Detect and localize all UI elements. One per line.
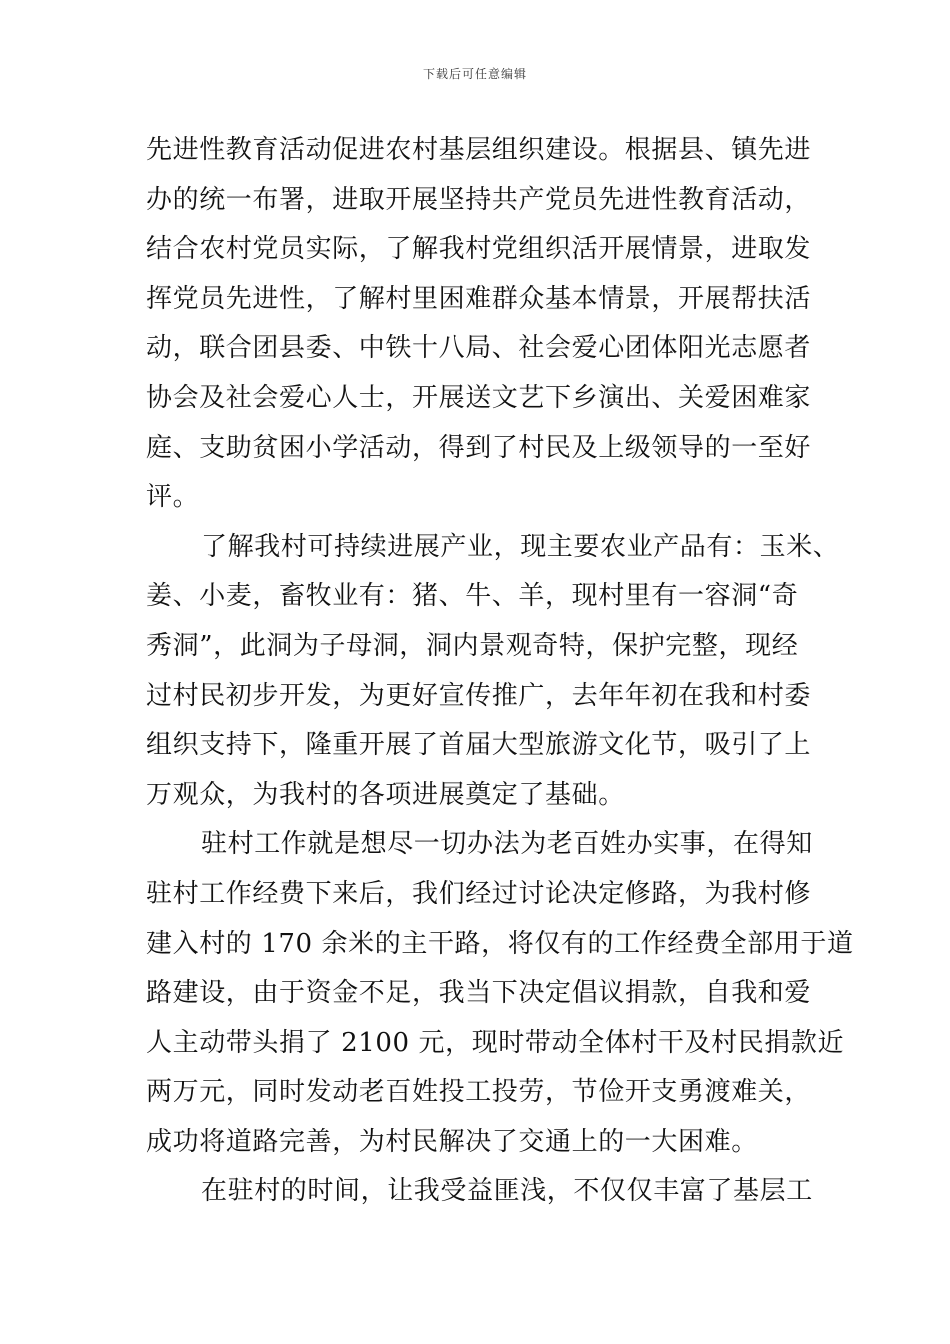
text-line: 秀洞”，此洞为子母洞，洞内景观奇特，保护完整，现经 bbox=[146, 630, 799, 661]
text-line: 两万元，同时发动老百姓投工投劳，节俭开支勇渡难关， bbox=[146, 1077, 812, 1108]
text-line: 过村民初步开发，为更好宣传推广，去年年初在我和村委 bbox=[146, 680, 812, 711]
text-line: 驻村工作经费下来后，我们经过讨论决定修路，为我村修 bbox=[146, 878, 812, 909]
paragraph-4 bbox=[146, 1167, 814, 1217]
text-line: 组织支持下，隆重开展了首届大型旅游文化节，吸引了上 bbox=[146, 730, 812, 761]
text-line: 办的统一布署，进取开展坚持共产党员先进性教育活动， bbox=[146, 184, 812, 215]
text-line: 了解我村可持续进展产业，现主要农业产品有：玉米、 bbox=[201, 531, 840, 562]
paragraph-3 bbox=[146, 820, 854, 1167]
document-body bbox=[146, 126, 854, 1217]
text-line: 在驻村的时间，让我受益匪浅，不仅仅丰富了基层工 bbox=[201, 1176, 813, 1207]
page-header: 下载后可任意编辑 bbox=[422, 67, 527, 81]
paragraph-1 bbox=[146, 126, 814, 523]
text-line: 万观众，为我村的各项进展奠定了基础。 bbox=[146, 779, 625, 810]
text-line: 驻村工作就是想尽一切办法为老百姓办实事，在得知 bbox=[201, 829, 813, 860]
text-line: 协会及社会爱心人士，开展送文艺下乡演出、关爱困难家 bbox=[146, 382, 812, 413]
text-line: 建入村的 170 余米的主干路，将仅有的工作经费全部用于道 bbox=[146, 928, 854, 959]
text-line: 动，联合团县委、中铁十八局、社会爱心团体阳光志愿者 bbox=[146, 333, 812, 364]
text-line: 成功将道路完善，为村民解决了交通上的一大困难。 bbox=[146, 1126, 758, 1157]
text-line: 评。 bbox=[146, 482, 200, 513]
text-line: 先进性教育活动促进农村基层组织建设。根据县、镇先进 bbox=[146, 135, 812, 165]
text-line: 庭、支助贫困小学活动，得到了村民及上级领导的一至好 bbox=[146, 432, 812, 463]
text-line: 路建设，由于资金不足，我当下决定倡议捐款，自我和爱 bbox=[146, 978, 812, 1009]
text-line: 结合农村党员实际，了解我村党组织活开展情景，进取发 bbox=[146, 234, 812, 265]
paragraph-2 bbox=[146, 523, 840, 821]
text-line: 挥党员先进性，了解村里困难群众基本情景，开展帮扶活 bbox=[146, 283, 812, 314]
text-line: 人主动带头捐了 2100 元，现时带动全体村干及村民捐款近 bbox=[146, 1027, 845, 1058]
text-line: 姜、小麦，畜牧业有：猪、牛、羊，现村里有一容洞“奇 bbox=[146, 581, 799, 612]
